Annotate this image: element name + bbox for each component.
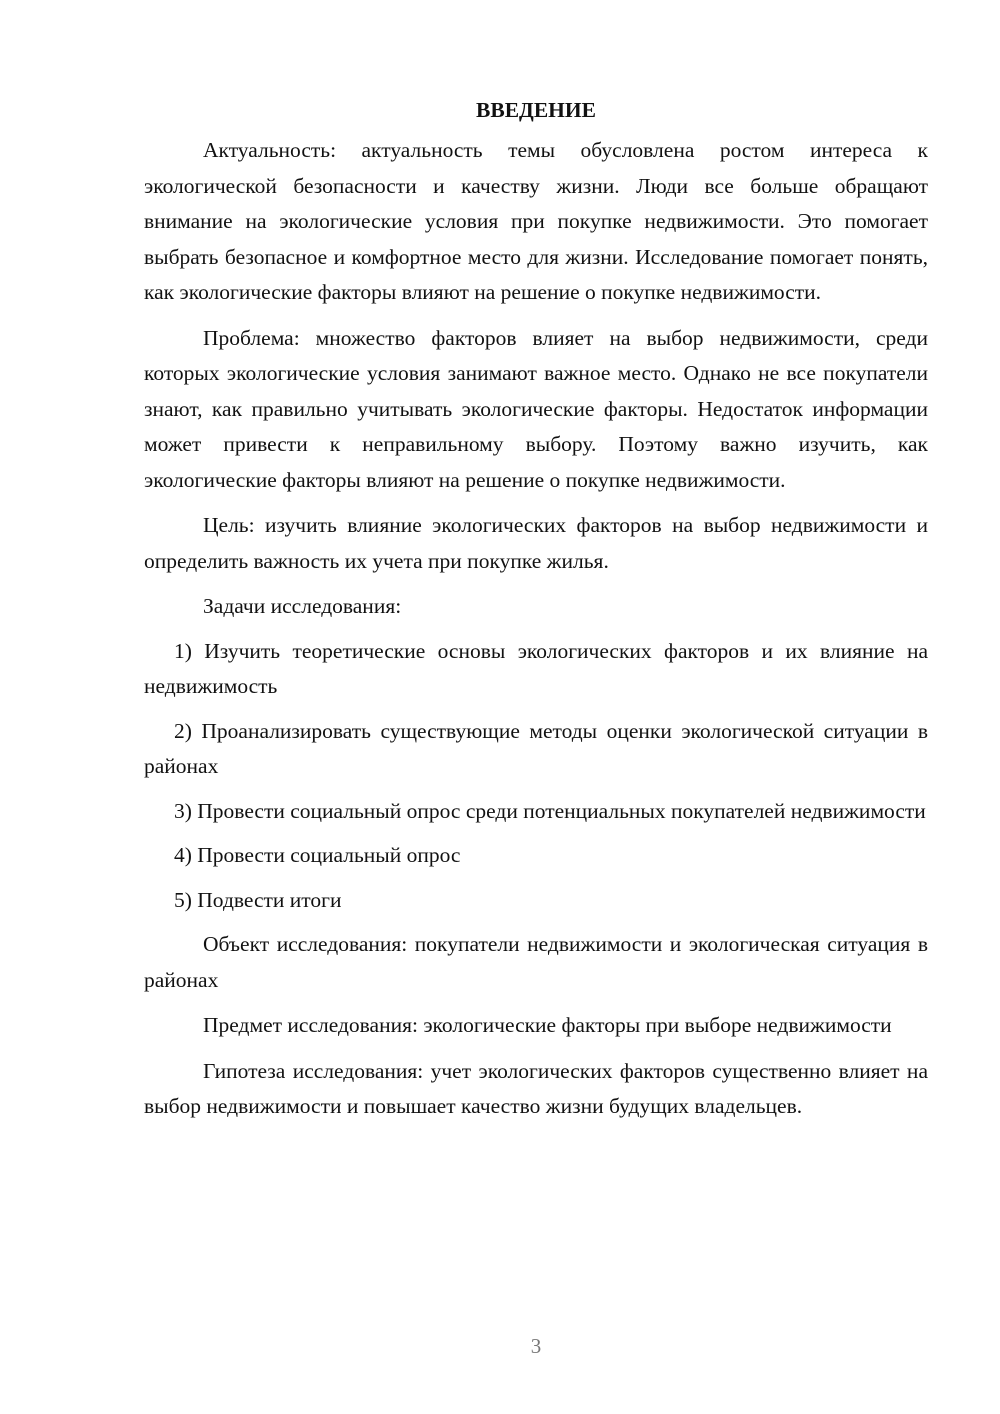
page-number: 3 [530,1334,542,1358]
task-item-4: 4) Провести социальный опрос [174,843,461,867]
goal-paragraph: Цель: изучить влияние экологических факторов на выбор недвижимости и определить важность их учета при покупке жилья. [144,513,928,573]
task-item-2: 2) Проанализировать существующие методы оценки экологической ситуации в районах [144,718,928,778]
object-paragraph: Объект исследования: покупатели недвижимости и экологическая ситуация в районах [144,932,928,992]
task-item-5: 5) Подвести итоги [174,887,342,912]
problem-paragraph: Проблема: множество факторов влияет на выбор недвижимости, среди которых экологические условия занимают важное место. Однако не все покупатели знают, как правильно учитывать экологические факторы. Недостаток информации может привести к неправильному выбору. Поэтому важно изучить, как экологические факторы влияют на решение о покупке недвижимости. [144,325,928,492]
section-title: ВВЕДЕНИЕ [476,98,596,122]
relevance-paragraph: Актуальность: актуальность темы обусловлена ростом интереса к экологической безопасности и качеству жизни. Люди все больше обращают внимание на экологические условия при покупке недвижимости. Это помогает выбрать безопасное и комфортное место для жизни. Исследование помогает понять, как экологические факторы влияют на решение о покупке недвижимости. [144,138,928,304]
subject-paragraph: Предмет исследования: экологические факторы при выборе недвижимости [203,1013,892,1037]
task-item-3: 3) Провести социальный опрос среди потенциальных покупателей недвижимости [174,798,926,823]
hypothesis-paragraph: Гипотеза исследования: учет экологических факторов существенно влияет на выбор недвижимости и повышает качество жизни будущих владельцев. [144,1058,928,1118]
tasks-heading: Задачи исследования: [203,594,402,618]
task-item-1: 1) Изучить теоретические основы экологических факторов и их влияние на недвижимость [144,638,928,698]
page-content [144,93,928,1135]
